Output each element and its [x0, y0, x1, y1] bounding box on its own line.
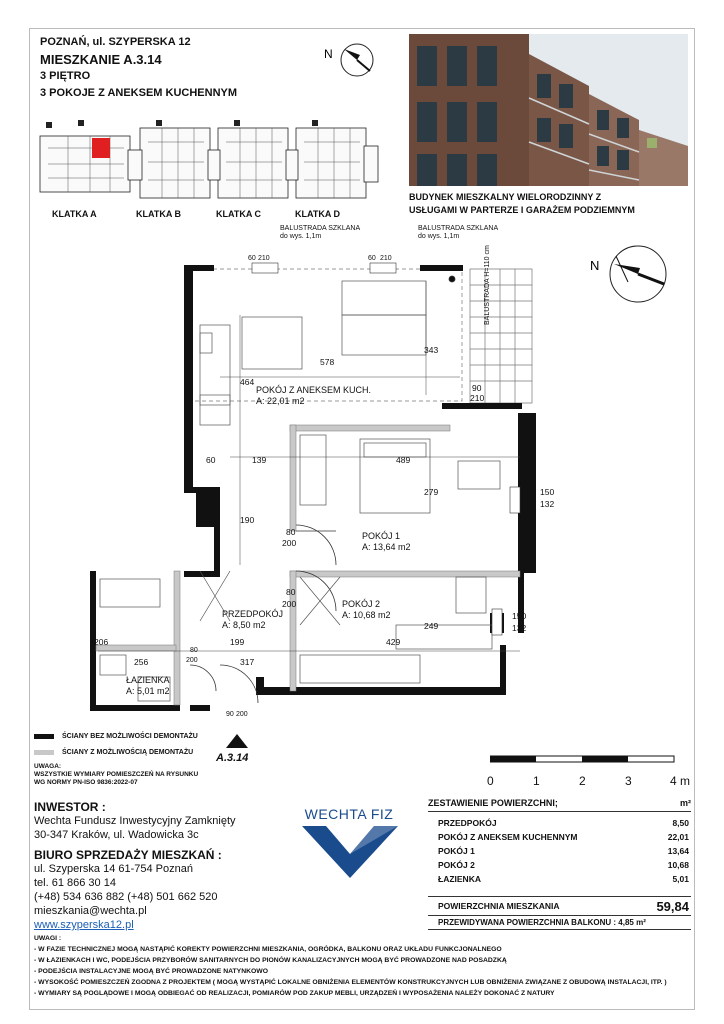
dim-80a: 80 — [286, 527, 296, 537]
dim-210: 210 — [470, 393, 485, 403]
investor-name: Wechta Fundusz Inwestycyjny Zamknięty — [34, 815, 236, 827]
room-1 — [362, 531, 411, 553]
website-link[interactable]: www.szyperska12.pl — [34, 919, 134, 931]
scale-tick-1: 1 — [533, 774, 540, 788]
klatka-d: KLATKA D — [295, 209, 340, 219]
dim-256: 256 — [134, 657, 149, 667]
summary-total-label: POWIERZCHNIA MIESZKANIA — [438, 901, 560, 911]
wechta-logo — [294, 806, 404, 887]
win-dim-a: 60 — [248, 255, 256, 262]
dim-200b: 200 — [282, 599, 297, 609]
sales-address: ul. Szyperska 14 61-754 Poznań — [34, 863, 193, 875]
dim-132a: 132 — [540, 499, 555, 509]
room-hall-area: A: 8,50 m2 — [222, 620, 266, 630]
dim-60: 60 — [206, 455, 216, 465]
room-hall-name: PRZEDPOKÓJ — [222, 609, 284, 619]
summary-row-value: 13,64 — [667, 846, 689, 856]
summary-row-value: 8,50 — [672, 818, 689, 828]
logo-name: WECHTA FIZ — [304, 806, 394, 822]
note-2: - W ŁAZIENKACH I WC, PODEJŚCIA PRZYBORÓW SANITARNYCH DO PIONÓW KANALIZACYJNYCH MOGĄ BYĆ PROWADZONE NAD POSADZKĄ — [34, 957, 507, 964]
room-2-area: A: 10,68 m2 — [342, 610, 391, 620]
sales-email[interactable]: mieszkania@wechta.pl — [34, 905, 147, 917]
room-hall — [222, 609, 283, 631]
building-render — [409, 34, 688, 186]
summary-title: ZESTAWIENIE POWIERZCHNI; — [428, 798, 558, 808]
investor-title: INWESTOR : — [34, 800, 106, 814]
dim-343: 343 — [424, 345, 439, 355]
rooms-description: 3 POKOJE Z ANEKSEM KUCHENNYM — [40, 87, 238, 99]
dim-429: 429 — [386, 637, 401, 647]
summary-rows — [428, 812, 691, 886]
apartment-highlight — [92, 138, 110, 158]
compass-letter: N — [324, 47, 333, 61]
dim-317: 317 — [240, 657, 255, 667]
scale-bar — [480, 754, 690, 790]
win-dim-b: 210 — [258, 255, 270, 262]
summary-unit: m² — [680, 798, 691, 808]
room-living-name: POKÓJ Z ANEKSEM KUCH. — [256, 385, 372, 395]
dim-578: 578 — [320, 357, 335, 367]
legend-removable — [34, 744, 198, 760]
sales-mobiles: (+48) 534 636 882 (+48) 501 662 520 — [34, 891, 218, 903]
balustrada-side: BALUSTRADA H=110 cm — [484, 245, 491, 325]
dim-150b: 150 — [512, 611, 527, 621]
summary-row-value: 10,68 — [667, 860, 689, 870]
investor-block — [34, 800, 236, 932]
balustrada-right-line1: BALUSTRADA SZKLANA — [418, 225, 499, 232]
summary-row-value: 5,01 — [672, 874, 689, 884]
summary-row — [428, 816, 691, 830]
note-4: - WYSOKOŚĆ POMIESZCZEŃ ZGODNA Z PROJEKTEM ( MOGĄ WYSTĄPIĆ LOKALNE OBNIŻENIA ELEMENTÓW KONSTRUKCYJNYCH LUB OBNIŻENIA ZWIĄZANE Z OBUDOWĄ INSTALACJI, ITP. ) — [34, 979, 667, 986]
dim-489: 489 — [396, 455, 411, 465]
summary-row-label: POKÓJ 2 — [438, 860, 475, 870]
dim-200c: 200 — [186, 657, 198, 664]
legend-fixed — [34, 728, 198, 744]
area-summary — [428, 798, 691, 930]
summary-head — [428, 798, 691, 812]
room-bathroom — [126, 675, 170, 697]
summary-row-label: POKÓJ 1 — [438, 846, 475, 856]
summary-row-label: POKÓJ Z ANEKSEM KUCHENNYM — [438, 832, 578, 842]
klatka-a: KLATKA A — [52, 209, 97, 219]
legend-removable-swatch — [34, 750, 54, 755]
balustrada-left-line2: do wys. 1,1m — [280, 233, 322, 240]
dim-90: 90 — [472, 383, 482, 393]
dim-150a: 150 — [540, 487, 555, 497]
entrance-arrow-icon — [226, 734, 248, 750]
scale-tick-4: 4 m — [670, 774, 691, 788]
room-living — [256, 385, 371, 407]
compass-small-icon — [322, 38, 380, 82]
dim-279: 279 — [424, 487, 439, 497]
balustrada-left — [280, 225, 360, 241]
room-1-name: POKÓJ 1 — [362, 531, 401, 541]
dim-249: 249 — [424, 621, 439, 631]
legend — [34, 728, 198, 760]
room-bathroom-name: ŁAZIENKA — [126, 675, 170, 685]
notes — [34, 933, 694, 999]
dim-190: 190 — [240, 515, 255, 525]
room-1-area: A: 13,64 m2 — [362, 542, 411, 552]
building-caption-line1: BUDYNEK MIESZKALNY WIELORODZINNY Z — [409, 192, 602, 202]
address: POZNAŃ, ul. SZYPERSKA 12 — [40, 36, 191, 48]
dim-132b: 132 — [512, 623, 527, 633]
summary-row-label: ŁAZIENKA — [438, 874, 481, 884]
dim-80b: 80 — [286, 587, 296, 597]
scale-tick-3: 3 — [625, 774, 632, 788]
summary-total — [428, 896, 691, 916]
room-2-name: POKÓJ 2 — [342, 599, 381, 609]
uwaga-line2: WG NORMY PN-ISO 9836:2022-07 — [34, 779, 138, 786]
room-living-area: A: 22,01 m2 — [256, 396, 305, 406]
balustrada-left-line1: BALUSTRADA SZKLANA — [280, 225, 361, 232]
room-bathroom-area: A: 5,01 m2 — [126, 686, 170, 696]
balustrada-right-line2: do wys. 1,1m — [418, 233, 460, 240]
summary-row-value: 22,01 — [667, 832, 689, 842]
legend-removable-label: ŚCIANY Z MOŻLIWOŚCIĄ DEMONTAŻU — [62, 748, 194, 756]
unit-tag: A.3.14 — [216, 752, 249, 764]
win-dim-c: 60 — [368, 255, 376, 262]
dim-200a: 200 — [282, 538, 297, 548]
floor-plan-labels — [80, 225, 700, 745]
win-dim-d: 210 — [380, 255, 392, 262]
building-photo — [409, 34, 688, 186]
dim-139: 139 — [252, 455, 267, 465]
note-1: - W FAZIE TECHNICZNEJ MOGĄ NASTĄPIĆ KOREKTY POWIERZCHNI MIESZKANIA, OGRÓDKA, BALKONU ORAZ UKŁADU FUNKCJONALNEGO — [34, 946, 502, 953]
logo-mark-icon — [294, 822, 404, 882]
note-3: - PODEJŚCIA INSTALACYJNE MOGĄ BYĆ PROWADZONE NATYNKOWO — [34, 968, 268, 975]
sales-title: BIURO SPRZEDAŻY MIESZKAŃ : — [34, 848, 222, 862]
klatka-c: KLATKA C — [216, 209, 261, 219]
summary-row-label: PRZEDPOKÓJ — [438, 818, 497, 828]
scale-bar-graphic — [490, 754, 700, 768]
dim-80c: 80 — [190, 647, 198, 654]
legend-fixed-swatch — [34, 734, 54, 739]
building-caption-line2: USŁUGAMI W PARTERZE I GARAŻEM PODZIEMNYM — [409, 205, 635, 215]
uwaga — [34, 763, 198, 787]
klatka-b: KLATKA B — [136, 209, 181, 219]
note-5: - WYMIARY SĄ POGLĄDOWE I MOGĄ ODBIEGAĆ OD REALIZACJI, POMIARÓW POD ZAKUP MEBLI, URZĄDZEŃ I WYPOSAŻENIA NALEŻY DOKONAĆ Z NATURY — [34, 990, 555, 997]
notes-title: UWAGI : — [34, 935, 62, 942]
building-caption — [409, 191, 699, 217]
summary-row — [428, 830, 691, 844]
summary-row — [428, 872, 691, 886]
sales-phone: tel. 61 866 30 14 — [34, 877, 116, 889]
dim-199: 199 — [230, 637, 245, 647]
site-key-plan — [38, 118, 388, 210]
scale-tick-2: 2 — [579, 774, 586, 788]
compass-letter-large: N — [590, 258, 600, 273]
balustrada-right — [418, 225, 498, 241]
summary-row — [428, 844, 691, 858]
investor-address: 30-347 Kraków, ul. Wadowicka 3c — [34, 829, 199, 841]
floor: 3 PIĘTRO — [40, 70, 91, 82]
dim-200d: 200 — [236, 711, 248, 718]
uwaga-line1: WSZYSTKIE WYMIARY POMIESZCZEŃ NA RYSUNKU — [34, 771, 199, 778]
summary-balcony: PRZEWIDYWANA POWIERZCHNIA BALKONU : 4,85 m² — [428, 916, 691, 930]
legend-fixed-label: ŚCIANY BEZ MOŻLIWOŚCI DEMONTAŻU — [62, 732, 198, 740]
uwaga-title: UWAGA: — [34, 763, 62, 770]
summary-total-value: 59,84 — [656, 898, 689, 914]
dim-206: 206 — [94, 637, 109, 647]
dim-90b: 90 — [226, 711, 234, 718]
apartment-title: MIESZKANIE A.3.14 — [40, 52, 162, 67]
dim-464: 464 — [240, 377, 255, 387]
scale-tick-0: 0 — [487, 774, 494, 788]
room-2 — [342, 599, 391, 621]
summary-row — [428, 858, 691, 872]
